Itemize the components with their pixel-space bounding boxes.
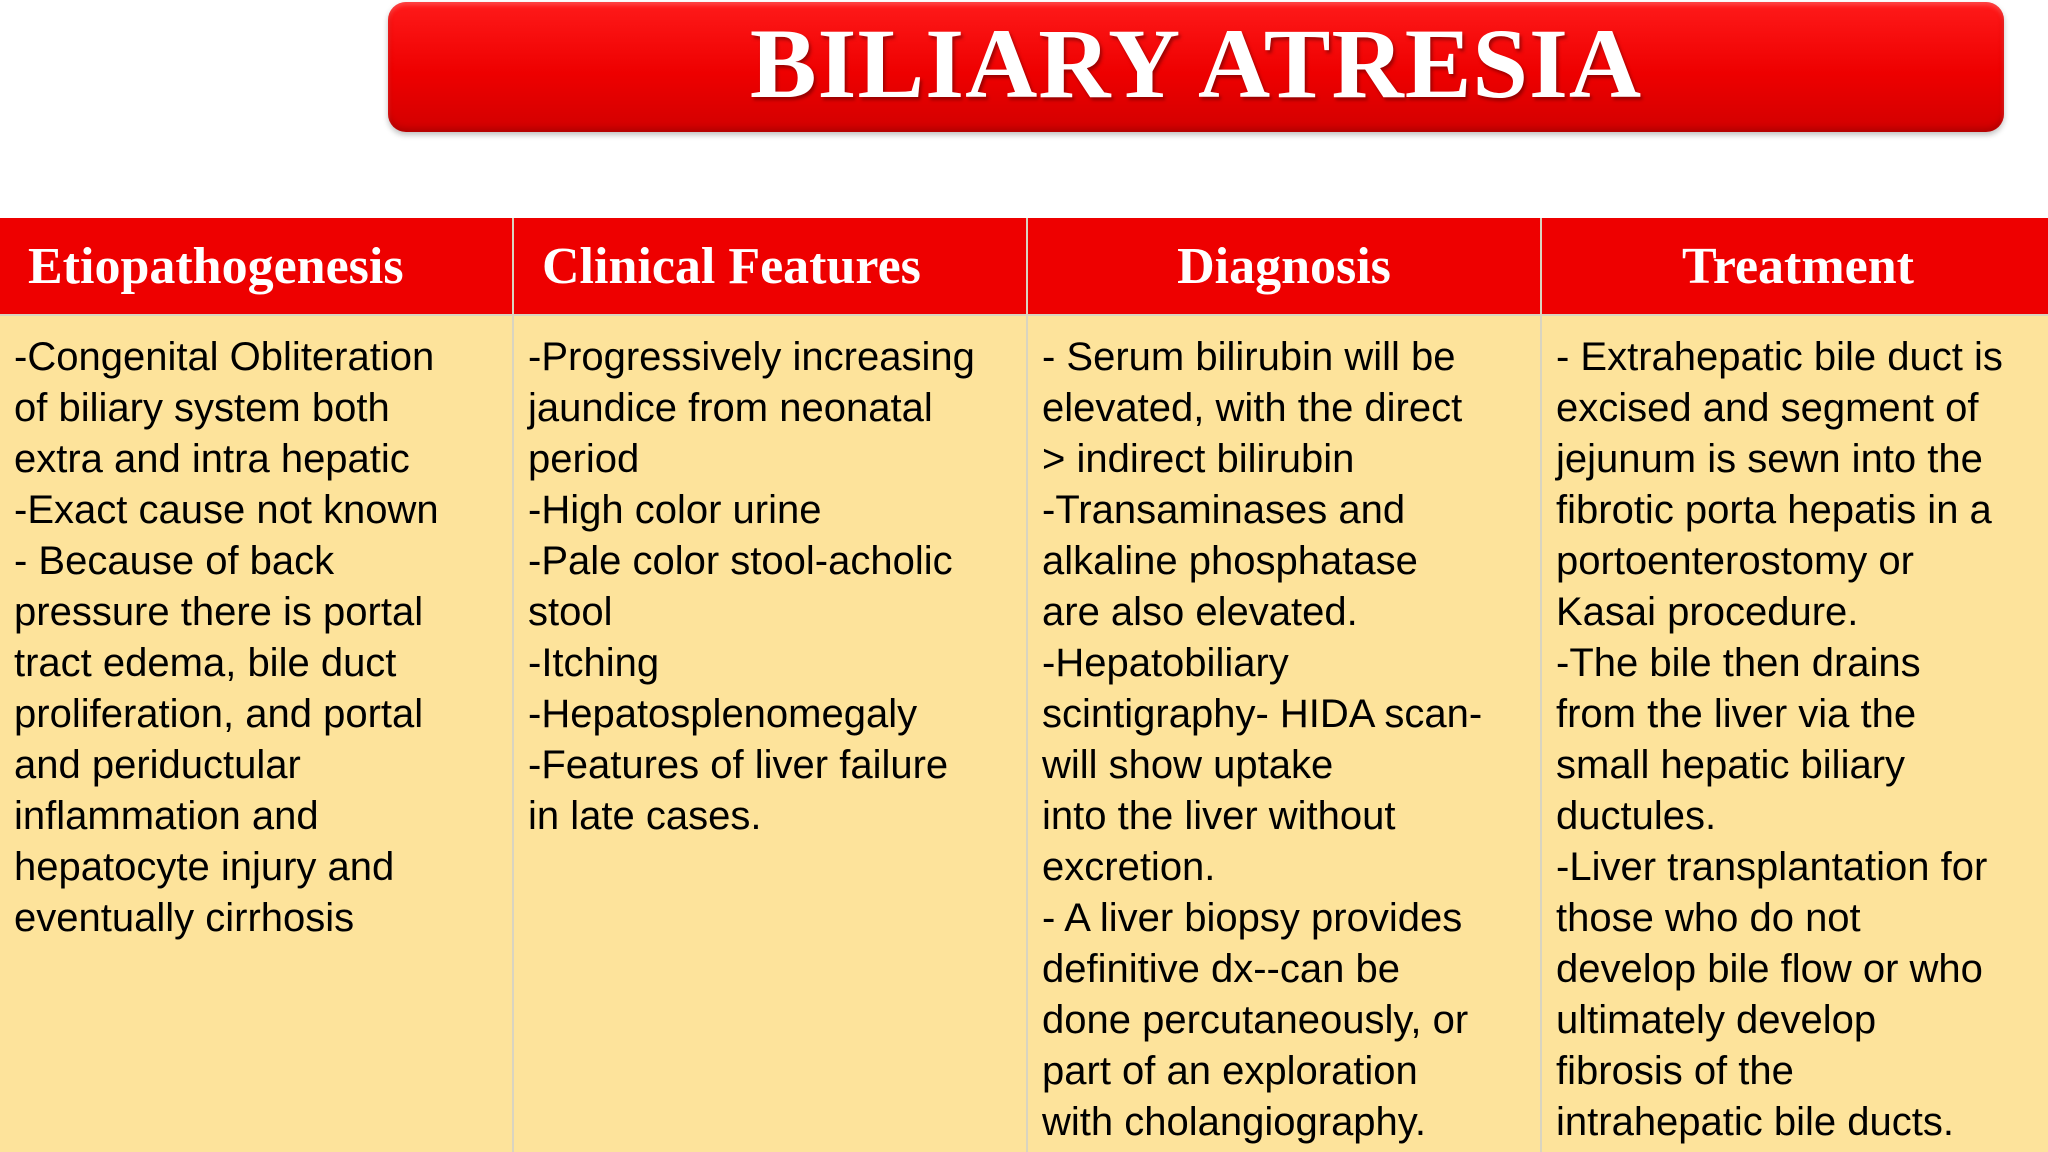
text-line: -Pale color stool-acholic <box>528 539 953 583</box>
text-line: -Exact cause not known <box>14 488 439 532</box>
text-line: with cholangiography. <box>1042 1100 1426 1144</box>
text-line: done percutaneously, or <box>1042 998 1469 1042</box>
text-line: - A liver biopsy provides <box>1042 896 1463 940</box>
text-line: -Features of liver failure <box>528 743 949 787</box>
text-line: hepatocyte injury and <box>14 845 395 889</box>
text-line: jejunum is sewn into the <box>1556 437 1983 481</box>
text-line: in late cases. <box>528 794 762 838</box>
text-line: small hepatic biliary <box>1556 743 1906 787</box>
text-line: extra and intra hepatic <box>14 437 410 481</box>
text-line: those who do not <box>1556 896 1861 940</box>
text-line: - Serum bilirubin will be <box>1042 335 1456 379</box>
text-line: -The bile then drains <box>1556 641 1921 685</box>
text-line: elevated, with the direct <box>1042 386 1463 430</box>
text-line: intrahepatic bile ducts. <box>1556 1100 1955 1144</box>
summary-table <box>0 218 2048 1152</box>
text-line: eventually cirrhosis <box>14 896 355 940</box>
text-line: -Progressively increasing <box>528 335 975 379</box>
text-line: -High color urine <box>528 488 822 532</box>
text-line: -Hepatosplenomegaly <box>528 692 918 736</box>
text-line: -Congenital Obliteration <box>14 335 435 379</box>
text-line: excised and segment of <box>1556 386 1979 430</box>
text-line: into the liver without <box>1042 794 1396 838</box>
header-treatment: Treatment <box>1542 218 2048 314</box>
header-clinical-features: Clinical Features <box>514 218 1026 314</box>
text-line: excretion. <box>1042 845 1216 889</box>
text-line: alkaline phosphatase <box>1042 539 1418 583</box>
text-line: - Extrahepatic bile duct is <box>1556 335 2003 379</box>
text-line: part of an exploration <box>1042 1049 1418 1093</box>
text-line: fibrotic porta hepatis in a <box>1556 488 1992 532</box>
cell-clinical-features <box>514 316 1026 1152</box>
text-line: stool <box>528 590 613 634</box>
text-line: pressure there is portal <box>14 590 424 634</box>
text-line: from the liver via the <box>1556 692 1917 736</box>
text-line: fibrosis of the <box>1556 1049 1794 1093</box>
text-line: > indirect bilirubin <box>1042 437 1355 481</box>
text-line: tract edema, bile duct <box>14 641 397 685</box>
text-line: and periductular <box>14 743 301 787</box>
page-title: BILIARY ATRESIA <box>749 8 1643 119</box>
text-line: period <box>528 437 640 481</box>
cell-diagnosis <box>1028 316 1540 1152</box>
text-line: ultimately develop <box>1556 998 1877 1042</box>
text-line: ductules. <box>1556 794 1717 838</box>
header-diagnosis: Diagnosis <box>1028 218 1540 314</box>
text-line: scintigraphy- HIDA scan- <box>1042 692 1483 736</box>
text-line: -Hepatobiliary <box>1042 641 1289 685</box>
text-line: inflammation and <box>14 794 319 838</box>
text-line: -Itching <box>528 641 660 685</box>
text-line: develop bile flow or who <box>1556 947 1983 991</box>
cell-etiopathogenesis <box>0 316 512 1152</box>
cell-treatment <box>1542 316 2048 1152</box>
text-line: portoenterostomy or <box>1556 539 1914 583</box>
header-etiopathogenesis: Etiopathogenesis <box>0 218 512 314</box>
text-line: -Transaminases and <box>1042 488 1406 532</box>
text-line: proliferation, and portal <box>14 692 424 736</box>
title-banner <box>388 2 2004 132</box>
text-line: - Because of back <box>14 539 335 583</box>
text-line: -Liver transplantation for <box>1556 845 1988 889</box>
text-line: definitive dx--can be <box>1042 947 1400 991</box>
text-line: jaundice from neonatal <box>528 386 933 430</box>
text-line: are also elevated. <box>1042 590 1358 634</box>
text-line: of biliary system both <box>14 386 390 430</box>
text-line: Kasai procedure. <box>1556 590 1859 634</box>
text-line: will show uptake <box>1042 743 1334 787</box>
